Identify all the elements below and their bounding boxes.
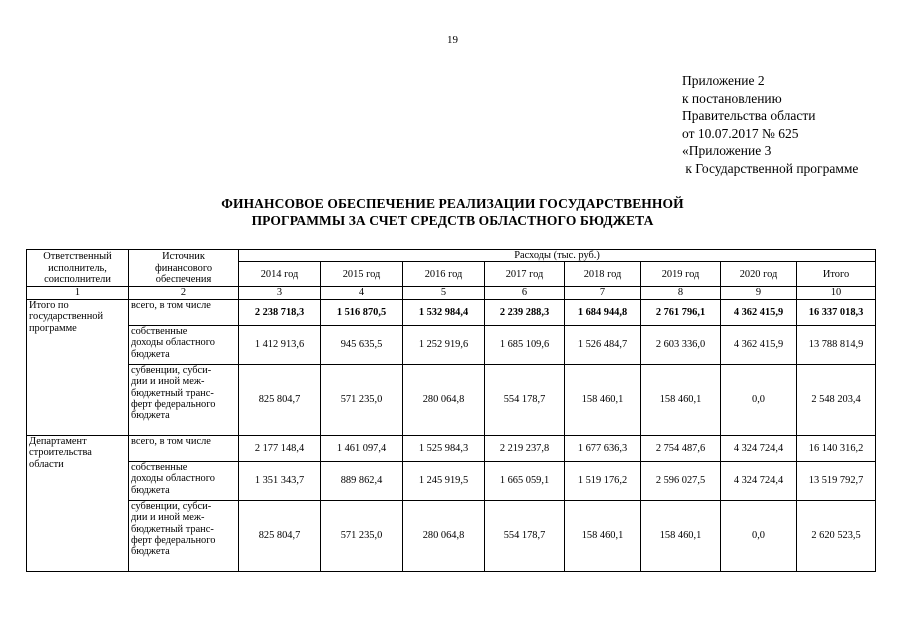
column-numbers-row — [27, 287, 876, 299]
header-expenses: Расходы (тыс. руб.) — [239, 250, 876, 262]
header-text: Ответственный — [43, 251, 112, 263]
table-row — [27, 435, 876, 461]
document-title-line: ФИНАНСОВОЕ ОБЕСПЕЧЕНИЕ РЕАЛИЗАЦИИ ГОСУДАРСТВЕННОЙ — [221, 196, 684, 211]
source-text: бюджетный транс- — [131, 387, 214, 399]
source-text: доходы областного — [131, 473, 215, 485]
value-cell: 280 064,8 — [403, 364, 485, 435]
appendix-line: к Государственной программе — [682, 160, 859, 176]
responsible-text: Департамент — [29, 435, 87, 447]
appendix-line: «Приложение 3 — [682, 143, 772, 159]
value-cell: 4 324 724,4 — [721, 435, 797, 461]
header-source — [129, 250, 239, 287]
table-row — [27, 364, 876, 435]
column-number: 8 — [641, 287, 721, 299]
column-number: 2 — [129, 287, 239, 299]
source-text: бюджета — [131, 546, 170, 558]
header-text: обеспечения — [155, 273, 212, 285]
value-cell: 2 754 487,6 — [641, 435, 721, 461]
appendix-block — [682, 72, 858, 178]
value-cell: 1 677 636,3 — [565, 435, 641, 461]
source-cell — [129, 299, 239, 325]
responsible-text: Итого по — [29, 299, 69, 311]
header-year: 2019 год — [641, 262, 721, 287]
value-cell: 4 324 724,4 — [721, 461, 797, 500]
value-cell: 158 460,1 — [565, 500, 641, 571]
source-text: всего, в том числе — [131, 299, 211, 311]
value-cell: 1 516 870,5 — [321, 299, 403, 325]
header-text: исполнитель, — [48, 262, 107, 274]
source-text: субвенции, субси- — [131, 364, 212, 376]
value-cell: 1 519 176,2 — [565, 461, 641, 500]
table-row — [27, 299, 876, 325]
value-cell: 1 252 919,6 — [403, 325, 485, 364]
header-year: 2017 год — [485, 262, 565, 287]
value-cell: 0,0 — [721, 500, 797, 571]
appendix-line: Правительства области — [682, 108, 816, 124]
value-cell: 1 685 109,6 — [485, 325, 565, 364]
financing-table — [26, 249, 876, 572]
value-cell: 554 178,7 — [485, 500, 565, 571]
header-year: 2015 год — [321, 262, 403, 287]
value-cell: 554 178,7 — [485, 364, 565, 435]
document-title — [0, 195, 905, 229]
value-cell: 1 532 984,4 — [403, 299, 485, 325]
source-cell — [129, 500, 239, 571]
value-cell: 2 603 336,0 — [641, 325, 721, 364]
source-text: дии и иной меж- — [131, 512, 205, 524]
value-cell: 825 804,7 — [239, 500, 321, 571]
value-cell: 1 526 484,7 — [565, 325, 641, 364]
header-year: 2018 год — [565, 262, 641, 287]
value-cell: 4 362 415,9 — [721, 325, 797, 364]
value-cell: 825 804,7 — [239, 364, 321, 435]
source-cell — [129, 461, 239, 500]
value-cell: 16 337 018,3 — [797, 299, 876, 325]
source-text: всего, в том числе — [131, 435, 211, 447]
source-text: ферт федерального — [131, 535, 216, 547]
value-cell: 571 235,0 — [321, 364, 403, 435]
column-number: 4 — [321, 287, 403, 299]
responsible-text: строительства — [29, 447, 92, 459]
source-cell — [129, 364, 239, 435]
source-text: собственные — [131, 325, 188, 337]
column-number: 5 — [403, 287, 485, 299]
source-text: бюджета — [131, 410, 170, 422]
appendix-line: к постановлению — [682, 90, 782, 106]
source-text: собственные — [131, 461, 188, 473]
header-text: финансового — [154, 262, 213, 274]
table-row — [27, 325, 876, 364]
responsible-cell — [27, 299, 129, 435]
value-cell: 571 235,0 — [321, 500, 403, 571]
header-year: 2014 год — [239, 262, 321, 287]
header-text: соисполнители — [44, 273, 111, 285]
value-cell: 13 788 814,9 — [797, 325, 876, 364]
header-year: 2020 год — [721, 262, 797, 287]
value-cell: 16 140 316,2 — [797, 435, 876, 461]
value-cell: 158 460,1 — [565, 364, 641, 435]
source-text: ферт федерального — [131, 399, 216, 411]
value-cell: 280 064,8 — [403, 500, 485, 571]
value-cell: 2 177 148,4 — [239, 435, 321, 461]
table-row — [27, 500, 876, 571]
responsible-text: государственной — [29, 311, 104, 323]
source-cell — [129, 435, 239, 461]
value-cell: 1 245 919,5 — [403, 461, 485, 500]
source-text: субвенции, субси- — [131, 500, 212, 512]
source-text: бюджета — [131, 484, 170, 496]
value-cell: 2 239 288,3 — [485, 299, 565, 325]
header-total: Итого — [797, 262, 876, 287]
value-cell: 1 351 343,7 — [239, 461, 321, 500]
table-body — [27, 250, 876, 572]
value-cell: 2 548 203,4 — [797, 364, 876, 435]
value-cell: 13 519 792,7 — [797, 461, 876, 500]
header-row — [27, 250, 876, 262]
table-row — [27, 461, 876, 500]
responsible-text: области — [29, 458, 64, 470]
value-cell: 2 238 718,3 — [239, 299, 321, 325]
value-cell: 2 761 796,1 — [641, 299, 721, 325]
appendix-line: от 10.07.2017 № 625 — [682, 125, 799, 141]
column-number: 1 — [27, 287, 129, 299]
page-number: 19 — [447, 34, 458, 46]
source-text: доходы областного — [131, 337, 215, 349]
value-cell: 1 461 097,4 — [321, 435, 403, 461]
column-number: 7 — [565, 287, 641, 299]
responsible-cell — [27, 435, 129, 571]
source-text: бюджетный транс- — [131, 523, 214, 535]
responsible-text: программе — [29, 322, 77, 334]
header-responsible — [27, 250, 129, 287]
value-cell: 4 362 415,9 — [721, 299, 797, 325]
value-cell: 2 620 523,5 — [797, 500, 876, 571]
source-text: бюджета — [131, 348, 170, 360]
column-number: 10 — [797, 287, 876, 299]
value-cell: 158 460,1 — [641, 500, 721, 571]
column-number: 3 — [239, 287, 321, 299]
value-cell: 0,0 — [721, 364, 797, 435]
column-number: 9 — [721, 287, 797, 299]
source-text: дии и иной меж- — [131, 376, 205, 388]
header-text: Источник — [162, 251, 205, 263]
value-cell: 2 596 027,5 — [641, 461, 721, 500]
column-number: 6 — [485, 287, 565, 299]
value-cell: 1 525 984,3 — [403, 435, 485, 461]
value-cell: 2 219 237,8 — [485, 435, 565, 461]
value-cell: 158 460,1 — [641, 364, 721, 435]
value-cell: 945 635,5 — [321, 325, 403, 364]
value-cell: 1 684 944,8 — [565, 299, 641, 325]
header-year: 2016 год — [403, 262, 485, 287]
appendix-line: Приложение 2 — [682, 73, 765, 88]
value-cell: 1 665 059,1 — [485, 461, 565, 500]
value-cell: 889 862,4 — [321, 461, 403, 500]
value-cell: 1 412 913,6 — [239, 325, 321, 364]
source-cell — [129, 325, 239, 364]
document-title-line: ПРОГРАММЫ ЗА СЧЕТ СРЕДСТВ ОБЛАСТНОГО БЮДЖЕТА — [251, 213, 654, 228]
